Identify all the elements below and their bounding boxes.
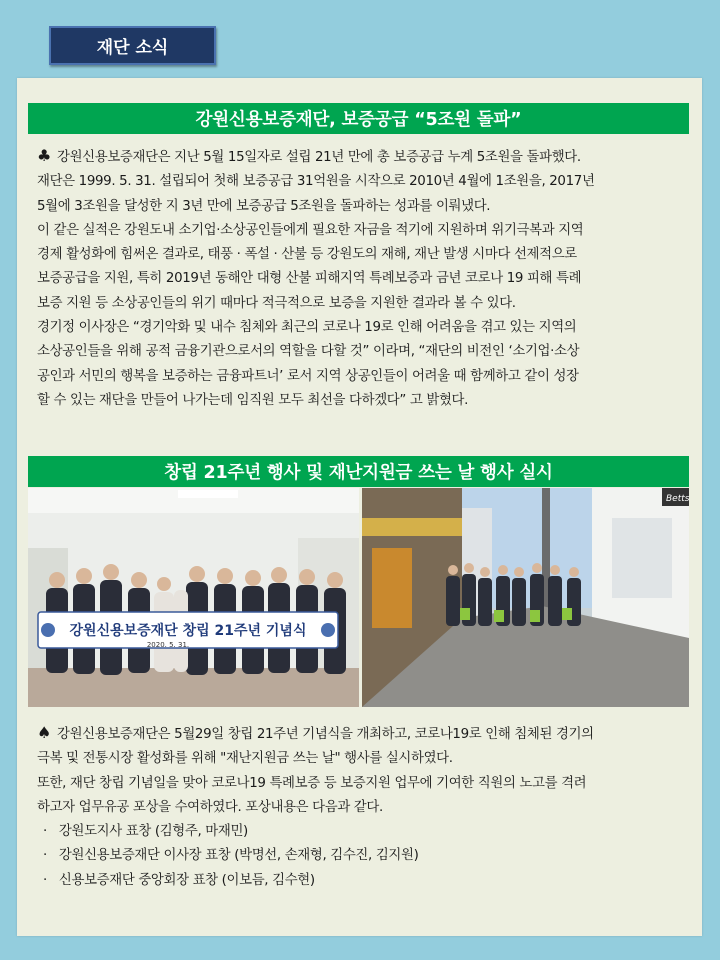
article1-line: ♣ 강원신용보증재단은 지난 5월 15일자로 설립 21년 만에 총 보증공급 누계 5조원을 돌파했다. [37,146,581,165]
article2-line: 또한, 재단 창립 기념일을 맞아 코로나19 특례보증 등 보증지원 업무에 기여한 직원의 노고를 격려 [37,775,587,791]
article1-line: 재단은 1999. 5. 31. 설립되어 첫해 보증공급 31억원을 시작으로 2010년 4월에 1조원을, 2017년 [37,174,595,190]
article2-line: ♠ 강원신용보증재단은 5월29일 창립 21주년 기념식을 개최하고, 코로나19로 인해 침체된 경기의 [37,723,594,742]
spade-bullet-icon: ♠ [37,723,51,742]
ceremony-date: 2020. 5. 31. [146,641,190,649]
dot-bullet-icon: · [43,848,47,864]
market-event-photo [362,488,689,707]
event-photos [28,488,689,707]
article1-line: 할 수 있는 재단을 만들어 나가는데 임직원 모두 최선을 다하겠다” 고 밝혔다. [37,392,469,408]
article2-line: 극복 및 전통시장 활성화를 위해 "재난지원금 쓰는 날" 행사를 실시하였다. [37,751,453,767]
article1-line: 경제 활성화에 힘써온 결과로, 태풍 · 폭설 · 산불 등 강원도의 재해, 재난 발생 시마다 선제적으로 [37,247,577,263]
article1-line: 5월에 3조원을 달성한 지 3년 만에 보증공급 5조원을 돌파하는 성과를 이뤄냈다. [37,198,491,214]
club-bullet-icon: ♣ [37,146,51,165]
article2-body [37,721,685,893]
article1-title: 강원신용보증재단, 보증공급 “5조원 돌파” [28,103,689,134]
article2-title: 창립 21주년 행사 및 재난지원금 쓰는 날 행사 실시 [28,456,689,487]
dot-bullet-icon: · [43,824,47,840]
article2-line: 하고자 업무유공 포상을 수여하였다. 포상내용은 다음과 같다. [37,799,383,815]
article1-body [37,144,685,413]
article1-line: 공인과 서민의 행복을 보증하는 금융파트너’ 로서 지역 상공인들이 어려울 때 함께하고 같이 성장 [37,368,579,384]
award-item: · 강원도지사 표창 (김형주, 마재민) [43,824,248,840]
section-tab: 재단 소식 [49,26,216,65]
award-list [37,820,685,893]
award-item: · 신용보증재단 중앙회장 표창 (이보듬, 김수현) [43,872,315,888]
dot-bullet-icon: · [43,872,47,888]
award-item: · 강원신용보증재단 이사장 표창 (박명선, 손재형, 김수진, 김지원) [43,848,419,864]
article1-line: 경기정 이사장은 “경기악화 및 내수 침체와 최근의 코로나 19로 인해 어려움을 겪고 있는 지역의 [37,320,577,336]
article1-line: 소상공인들을 위해 공적 금융기관으로서의 역할을 다할 것” 이라며, “재단의 비전인 ‘소기업·소상 [37,344,580,360]
ceremony-banner-text: 강원신용보증재단 창립 21주년 기념식 [69,623,307,639]
article1-line: 이 같은 실적은 강원도내 소기업·소상공인들에게 필요한 자금을 적기에 지원하며 위기극복과 지역 [37,222,584,238]
cafe-sign-text: Betts [666,494,689,504]
anniversary-ceremony-photo [28,488,359,707]
article1-line: 보증공급을 지원, 특히 2019년 동해안 대형 산불 피해지역 특례보증과 금년 코로나 19 피해 특례 [37,271,582,287]
article1-line: 보증 지원 등 소상공인들의 위기 때마다 적극적으로 보증을 지원한 결과라 볼 수 있다. [37,295,516,311]
